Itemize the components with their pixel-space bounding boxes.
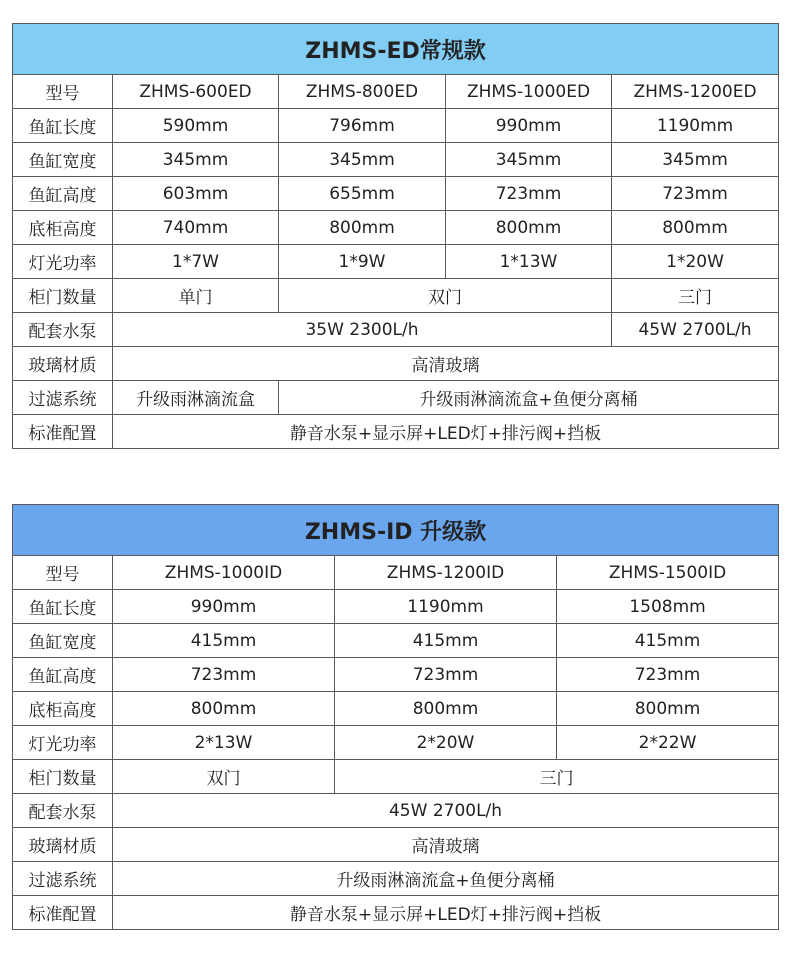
table-row (13, 828, 779, 862)
table-row (13, 415, 779, 449)
table-row (13, 143, 779, 177)
cell-model: ZHMS-1000ID (113, 556, 335, 590)
cell-model: ZHMS-1200ID (335, 556, 557, 590)
cell-light-power: 2*13W (113, 726, 335, 760)
cell-doors: 双门 (113, 760, 335, 794)
row-label-pump: 配套水泵 (13, 313, 113, 347)
cell-cabinet-height: 800mm (113, 692, 335, 726)
row-label-filter: 过滤系统 (13, 862, 113, 896)
row-label-width: 鱼缸宽度 (13, 624, 113, 658)
table-row (13, 245, 779, 279)
cell-light-power: 2*20W (335, 726, 557, 760)
cell-height: 603mm (113, 177, 279, 211)
row-label-height: 鱼缸高度 (13, 658, 113, 692)
cell-length: 990mm (113, 590, 335, 624)
row-label-width: 鱼缸宽度 (13, 143, 113, 177)
cell-length: 796mm (279, 109, 446, 143)
cell-width: 345mm (446, 143, 612, 177)
cell-height: 723mm (557, 658, 779, 692)
cell-filter: 升级雨淋滴流盒+鱼便分离桶 (279, 381, 779, 415)
cell-cabinet-height: 800mm (335, 692, 557, 726)
row-label-cabinet-height: 底柜高度 (13, 211, 113, 245)
table-row (13, 692, 779, 726)
cell-cabinet-height: 800mm (557, 692, 779, 726)
row-label-light-power: 灯光功率 (13, 245, 113, 279)
row-label-doors: 柜门数量 (13, 760, 113, 794)
cell-cabinet-height: 800mm (612, 211, 779, 245)
cell-length: 990mm (446, 109, 612, 143)
table-row (13, 760, 779, 794)
ed-title-row (13, 24, 779, 75)
cell-doors: 三门 (612, 279, 779, 313)
cell-model: ZHMS-1200ED (612, 75, 779, 109)
cell-light-power: 1*13W (446, 245, 612, 279)
row-label-model: 型号 (13, 556, 113, 590)
row-label-glass: 玻璃材质 (13, 828, 113, 862)
row-label-standard: 标准配置 (13, 896, 113, 930)
table-row (13, 177, 779, 211)
table-row (13, 381, 779, 415)
cell-light-power: 2*22W (557, 726, 779, 760)
cell-height: 723mm (446, 177, 612, 211)
cell-width: 415mm (557, 624, 779, 658)
cell-model: ZHMS-600ED (113, 75, 279, 109)
cell-width: 345mm (612, 143, 779, 177)
cell-light-power: 1*7W (113, 245, 279, 279)
cell-doors: 三门 (335, 760, 779, 794)
table-row (13, 279, 779, 313)
cell-standard: 静音水泵+显示屏+LED灯+排污阀+挡板 (113, 896, 779, 930)
row-label-model: 型号 (13, 75, 113, 109)
table-row (13, 109, 779, 143)
cell-cabinet-height: 740mm (113, 211, 279, 245)
cell-glass: 高清玻璃 (113, 828, 779, 862)
table-row (13, 862, 779, 896)
row-label-filter: 过滤系统 (13, 381, 113, 415)
row-label-standard: 标准配置 (13, 415, 113, 449)
cell-standard: 静音水泵+显示屏+LED灯+排污阀+挡板 (113, 415, 779, 449)
table-row (13, 313, 779, 347)
cell-height: 723mm (612, 177, 779, 211)
cell-model: ZHMS-800ED (279, 75, 446, 109)
ed-table-title: ZHMS-ED常规款 (13, 24, 779, 75)
cell-doors: 双门 (279, 279, 612, 313)
cell-width: 415mm (113, 624, 335, 658)
table-row (13, 896, 779, 930)
cell-length: 1508mm (557, 590, 779, 624)
cell-width: 345mm (113, 143, 279, 177)
row-label-light-power: 灯光功率 (13, 726, 113, 760)
table-row (13, 75, 779, 109)
cell-model: ZHMS-1000ED (446, 75, 612, 109)
cell-width: 345mm (279, 143, 446, 177)
cell-height: 723mm (113, 658, 335, 692)
row-label-glass: 玻璃材质 (13, 347, 113, 381)
table-row (13, 624, 779, 658)
cell-model: ZHMS-1500ID (557, 556, 779, 590)
row-label-cabinet-height: 底柜高度 (13, 692, 113, 726)
table-row (13, 726, 779, 760)
row-label-length: 鱼缸长度 (13, 109, 113, 143)
cell-length: 590mm (113, 109, 279, 143)
table-row (13, 556, 779, 590)
cell-light-power: 1*20W (612, 245, 779, 279)
cell-light-power: 1*9W (279, 245, 446, 279)
table-row (13, 211, 779, 245)
row-label-height: 鱼缸高度 (13, 177, 113, 211)
ed-spec-table (12, 23, 779, 449)
cell-height: 655mm (279, 177, 446, 211)
id-table-title: ZHMS-ID 升级款 (13, 505, 779, 556)
cell-height: 723mm (335, 658, 557, 692)
cell-cabinet-height: 800mm (446, 211, 612, 245)
cell-pump: 45W 2700L/h (113, 794, 779, 828)
cell-length: 1190mm (612, 109, 779, 143)
table-row (13, 590, 779, 624)
row-label-length: 鱼缸长度 (13, 590, 113, 624)
row-label-pump: 配套水泵 (13, 794, 113, 828)
cell-filter: 升级雨淋滴流盒 (113, 381, 279, 415)
cell-width: 415mm (335, 624, 557, 658)
cell-length: 1190mm (335, 590, 557, 624)
cell-cabinet-height: 800mm (279, 211, 446, 245)
cell-pump: 45W 2700L/h (612, 313, 779, 347)
row-label-doors: 柜门数量 (13, 279, 113, 313)
table-row (13, 658, 779, 692)
id-title-row (13, 505, 779, 556)
cell-doors: 单门 (113, 279, 279, 313)
cell-glass: 高清玻璃 (113, 347, 779, 381)
table-row (13, 347, 779, 381)
cell-filter: 升级雨淋滴流盒+鱼便分离桶 (113, 862, 779, 896)
id-spec-table (12, 504, 779, 930)
cell-pump: 35W 2300L/h (113, 313, 612, 347)
table-row (13, 794, 779, 828)
